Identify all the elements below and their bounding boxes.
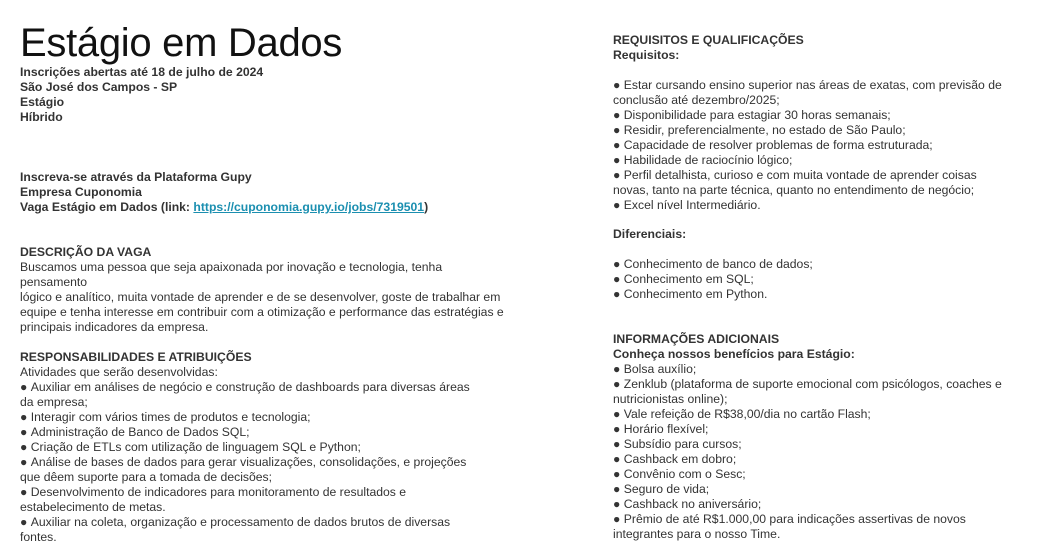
responsibilities-intro: Atividades que serão desenvolvidas: <box>20 365 218 379</box>
differentials-title: Diferenciais: <box>613 227 687 241</box>
list-item: ● Habilidade de raciocínio lógico; <box>613 153 1033 168</box>
list-item: ● Auxiliar em análises de negócio e construção de dashboards para diversas áreas da empresa; <box>20 380 540 410</box>
work-mode: Híbrido <box>20 110 63 124</box>
list-item: ● Cashback em dobro; <box>613 452 1033 467</box>
list-item: ● Disponibilidade para estagiar 30 horas semanais; <box>613 108 1033 123</box>
list-item: ● Subsídio para cursos; <box>613 437 1033 452</box>
list-item: ● Auxiliar na coleta, organização e processamento de dados brutos de diversas fontes. <box>20 515 540 545</box>
responsibilities-list <box>20 380 540 545</box>
list-item: ● Perfil detalhista, curioso e com muita vontade de aprender coisas novas, tanto na parte técnica, quanto no entendimento de negócio; <box>613 168 1033 198</box>
list-item: ● Capacidade de resolver problemas de forma estruturada; <box>613 138 1033 153</box>
list-item: ● Prêmio de até R$1.000,00 para indicações assertivas de novos integrantes para o nosso Time. <box>613 512 1033 542</box>
list-item: ● Interagir com vários times de produtos e tecnologia; <box>20 410 540 425</box>
list-item: ● Administração de Banco de Dados SQL; <box>20 425 540 440</box>
list-item: ● Vale refeição de R$38,00/dia no cartão Flash; <box>613 407 1033 422</box>
list-item: ● Conhecimento em SQL; <box>613 272 1033 287</box>
location: São José dos Campos - SP <box>20 80 178 94</box>
right-column <box>613 33 1033 542</box>
description-text <box>20 260 540 335</box>
additional-title: INFORMAÇÕES ADICIONAIS <box>613 332 780 346</box>
list-item: ● Seguro de vida; <box>613 482 1033 497</box>
company-name: Empresa Cuponomia <box>20 185 142 199</box>
benefits-list <box>613 362 1033 542</box>
list-item: ● Desenvolvimento de indicadores para monitoramento de resultados e estabelecimento de metas. <box>20 485 540 515</box>
requirements-list <box>613 78 1033 213</box>
description-line: Buscamos uma pessoa que seja apaixonada por inovação e tecnologia, tenha <box>20 260 443 274</box>
requirements-title: REQUISITOS E QUALIFICAÇÕES <box>613 33 804 47</box>
description-line: equipe e tenha interesse em contribuir com a otimização e performance das estratégias e <box>20 305 504 319</box>
differentials-list <box>613 257 1033 302</box>
description-line: principais indicadores da empresa. <box>20 320 209 334</box>
list-item: ● Residir, preferencialmente, no estado de São Paulo; <box>613 123 1033 138</box>
additional-subtitle: Conheça nossos benefícios para Estágio: <box>613 347 855 361</box>
list-item: ● Cashback no aniversário; <box>613 497 1033 512</box>
vacancy-prefix: Vaga Estágio em Dados (link: <box>20 200 194 214</box>
left-column <box>20 0 540 545</box>
list-item: ● Criação de ETLs com utilização de linguagem SQL e Python; <box>20 440 540 455</box>
list-item: ● Horário flexível; <box>613 422 1033 437</box>
vacancy-line <box>20 200 540 215</box>
job-title: Estágio em Dados <box>20 21 343 65</box>
description-line: pensamento <box>20 275 88 289</box>
list-item: ● Zenklub (plataforma de suporte emocional com psicólogos, coaches e nutricionistas online); <box>613 377 1033 407</box>
list-item: ● Convênio com o Sesc; <box>613 467 1033 482</box>
job-link[interactable]: https://cuponomia.gupy.io/jobs/7319501 <box>193 200 425 214</box>
list-item: ● Excel nível Intermediário. <box>613 198 1033 213</box>
list-item: ● Análise de bases de dados para gerar visualizações, consolidações, e projeções que dêem suporte para a tomada de decisões; <box>20 455 540 485</box>
list-item: ● Conhecimento de banco de dados; <box>613 257 1033 272</box>
vacancy-suffix: ) <box>424 200 429 214</box>
requirements-subtitle: Requisitos: <box>613 48 680 62</box>
list-item: ● Bolsa auxílio; <box>613 362 1033 377</box>
list-item: ● Estar cursando ensino superior nas áreas de exatas, com previsão de conclusão até dezembro/2025; <box>613 78 1033 108</box>
job-type: Estágio <box>20 95 65 109</box>
apply-platform: Inscreva-se através da Plataforma Gupy <box>20 170 252 184</box>
list-item: ● Conhecimento em Python. <box>613 287 1033 302</box>
description-line: lógico e analítico, muita vontade de aprender e de se desenvolver, goste de trabalhar em <box>20 290 501 304</box>
deadline: Inscrições abertas até 18 de julho de 2024 <box>20 65 264 79</box>
description-title: DESCRIÇÃO DA VAGA <box>20 245 152 259</box>
responsibilities-title: RESPONSABILIDADES E ATRIBUIÇÕES <box>20 350 252 364</box>
